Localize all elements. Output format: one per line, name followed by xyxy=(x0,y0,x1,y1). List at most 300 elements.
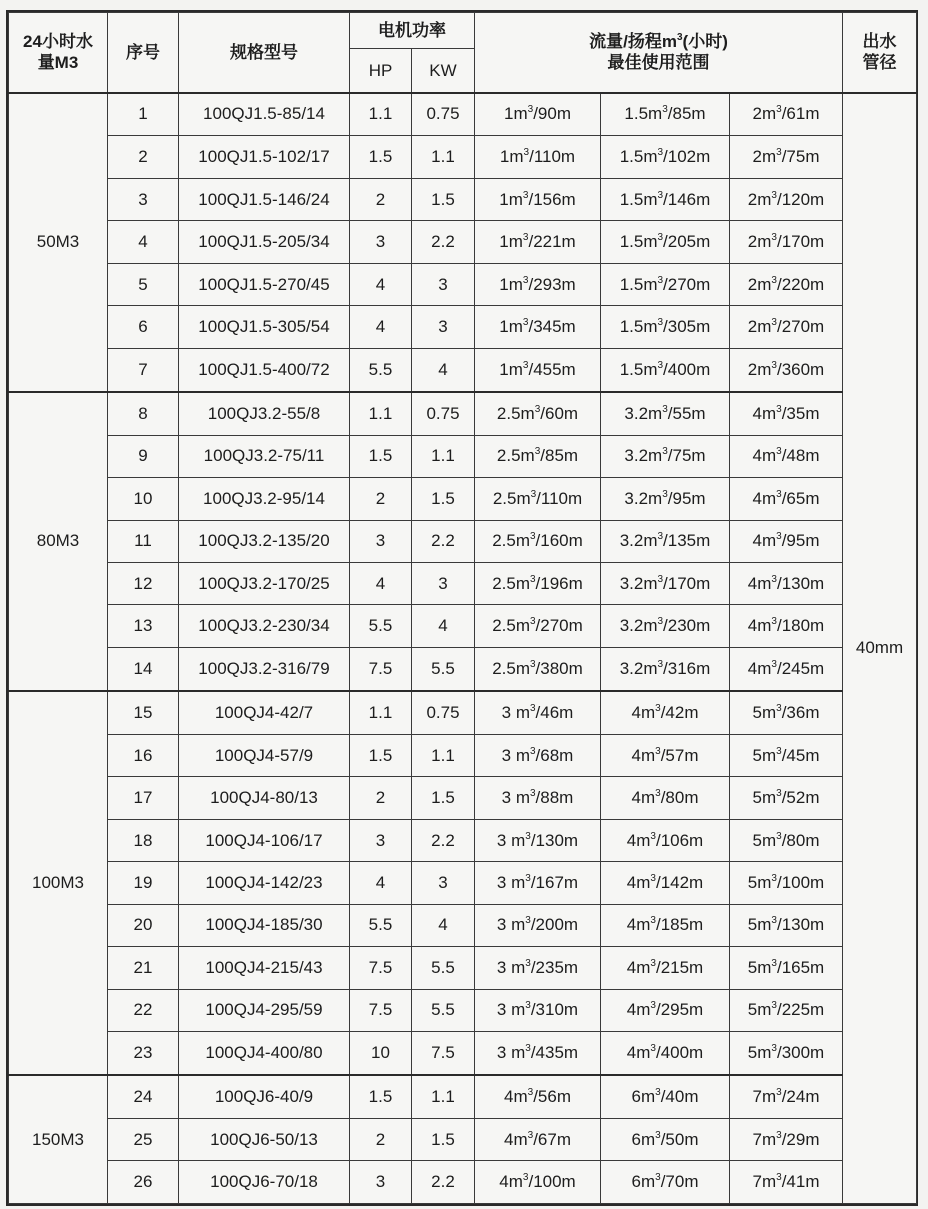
flow-head-cell xyxy=(601,777,730,819)
flow-value: 5m xyxy=(752,702,777,722)
seq-cell: 11 xyxy=(108,520,179,562)
kw-cell: 5.5 xyxy=(412,989,475,1031)
head-value: /293m xyxy=(528,274,576,294)
header-outlet: 出水管径 xyxy=(843,13,917,93)
model-cell: 100QJ3.2-55/8 xyxy=(179,392,350,435)
head-value: /165m xyxy=(776,957,825,977)
hp-cell: 7.5 xyxy=(350,647,412,690)
kw-cell: 2.2 xyxy=(412,221,475,263)
flow-value: 3.2m xyxy=(619,573,658,593)
flow-head-cell xyxy=(730,93,843,136)
flow-value: 4m xyxy=(631,702,656,722)
cubic-superscript: 3 xyxy=(655,702,661,714)
spec-sheet xyxy=(6,10,918,1206)
cubic-superscript: 3 xyxy=(771,658,777,670)
cubic-superscript: 3 xyxy=(662,104,668,116)
head-value: /205m xyxy=(663,232,711,252)
table-row xyxy=(9,435,917,477)
kw-cell: 1.5 xyxy=(412,478,475,520)
head-value: /40m xyxy=(660,1087,699,1106)
kw-cell: 0.75 xyxy=(412,392,475,435)
head-value: /270m xyxy=(776,317,825,336)
hp-cell: 5.5 xyxy=(350,348,412,391)
flow-head-cell xyxy=(730,178,843,220)
cubic-superscript: 3 xyxy=(525,1043,531,1055)
head-value: /135m xyxy=(663,531,711,551)
table-row xyxy=(9,1075,917,1118)
flow-head-cell xyxy=(730,136,843,178)
cubic-superscript: 3 xyxy=(662,446,668,458)
flow-head-cell xyxy=(601,392,730,435)
head-value: /225m xyxy=(776,1000,825,1020)
flow-head-cell xyxy=(730,1118,843,1160)
flow-head-cell xyxy=(475,1032,601,1075)
seq-cell: 4 xyxy=(108,221,179,263)
head-value: /102m xyxy=(663,147,711,167)
flow-value: 3 m xyxy=(496,1000,526,1020)
cubic-superscript: 3 xyxy=(771,915,777,927)
flow-head-cell xyxy=(475,392,601,435)
cubic-superscript: 3 xyxy=(527,104,534,116)
cubic-superscript: 3 xyxy=(771,1043,777,1055)
hp-cell: 2 xyxy=(350,178,412,220)
seq-cell: 12 xyxy=(108,563,179,605)
cubic-superscript: 3 xyxy=(776,104,782,116)
flow-head-cell xyxy=(475,947,601,989)
flow-head-cell xyxy=(475,136,601,178)
seq-cell: 25 xyxy=(108,1118,179,1160)
hp-cell: 2 xyxy=(350,478,412,520)
head-value: /46m xyxy=(535,702,574,722)
flow-head-cell xyxy=(601,93,730,136)
head-value: /170m xyxy=(663,573,711,593)
kw-cell: 2.2 xyxy=(412,520,475,562)
flow-value: 3.2m xyxy=(624,446,663,466)
cubic-superscript: 3 xyxy=(657,274,664,286)
head-value: /90m xyxy=(533,104,571,124)
cubic-superscript: 3 xyxy=(657,232,664,244)
model-cell: 100QJ1.5-305/54 xyxy=(179,306,350,348)
cubic-superscript: 3 xyxy=(529,531,536,543)
seq-cell: 19 xyxy=(108,862,179,904)
kw-cell: 0.75 xyxy=(412,691,475,734)
table-row xyxy=(9,1118,917,1160)
cubic-superscript: 3 xyxy=(650,872,656,884)
flow-head-cell xyxy=(475,1161,601,1204)
flow-head-cell xyxy=(475,989,601,1031)
header-hp: HP xyxy=(350,49,412,93)
header-model: 规格型号 xyxy=(179,13,350,93)
head-value: /435m xyxy=(530,1043,579,1063)
head-value: /215m xyxy=(655,957,704,977)
seq-cell: 6 xyxy=(108,306,179,348)
flow-head-cell xyxy=(730,520,843,562)
seq-cell: 9 xyxy=(108,435,179,477)
cubic-superscript: 3 xyxy=(525,957,531,969)
model-cell: 100QJ3.2-75/11 xyxy=(179,435,350,477)
table-body xyxy=(9,93,917,1204)
hp-cell: 4 xyxy=(350,862,412,904)
cubic-superscript: 3 xyxy=(529,745,536,757)
head-value: /170m xyxy=(776,232,825,252)
flow-value: 3 m xyxy=(501,702,530,722)
head-value: /360m xyxy=(776,359,825,379)
flow-value: 4m xyxy=(626,915,651,935)
head-value: /55m xyxy=(667,403,706,423)
header-kw: KW xyxy=(412,49,475,93)
flow-value: 3.2m xyxy=(624,488,663,508)
cubic-superscript: 3 xyxy=(662,403,668,415)
flow-head-cell xyxy=(475,435,601,477)
table-row xyxy=(9,947,917,989)
flow-value: 2.5m xyxy=(496,403,535,423)
cubic-superscript: 3 xyxy=(657,147,664,159)
flow-value: 4m xyxy=(504,1129,528,1149)
head-value: /270m xyxy=(535,616,583,636)
hp-cell: 1.5 xyxy=(350,1075,412,1118)
flow-value: 2m xyxy=(747,232,772,252)
flow-head-cell xyxy=(475,263,601,305)
cubic-superscript: 3 xyxy=(657,658,664,670)
flow-head-cell xyxy=(601,1161,730,1204)
flow-value: 6m xyxy=(631,1172,656,1192)
hp-cell: 7.5 xyxy=(350,989,412,1031)
flow-value: 4m xyxy=(626,1000,651,1020)
head-value: /24m xyxy=(781,1087,820,1106)
table-row xyxy=(9,93,917,136)
model-cell: 100QJ4-400/80 xyxy=(179,1032,350,1075)
flow-head-cell xyxy=(475,563,601,605)
seq-cell: 2 xyxy=(108,136,179,178)
flow-head-cell xyxy=(730,392,843,435)
head-value: /120m xyxy=(776,189,825,209)
flow-value: 2.5m xyxy=(492,573,530,593)
head-value: /80m xyxy=(781,830,820,850)
kw-cell: 1.5 xyxy=(412,178,475,220)
head-value: /95m xyxy=(667,488,706,508)
seq-cell: 24 xyxy=(108,1075,179,1118)
flow-value: 5m xyxy=(747,915,772,935)
head-value: /68m xyxy=(535,745,574,765)
seq-cell: 18 xyxy=(108,819,179,861)
kw-cell: 1.1 xyxy=(412,1075,475,1118)
flow-value: 4m xyxy=(499,1172,523,1192)
cubic-superscript: 3 xyxy=(534,403,541,415)
table-row xyxy=(9,348,917,391)
flow-head-cell xyxy=(730,563,843,605)
hp-cell: 2 xyxy=(350,1118,412,1160)
table-row xyxy=(9,520,917,562)
cubic-superscript: 3 xyxy=(522,274,529,286)
flow-value: 2m xyxy=(747,359,772,379)
flow-value: 2m xyxy=(747,274,772,294)
flow-head-cell xyxy=(601,221,730,263)
flow-value: 4m xyxy=(747,573,772,593)
flow-head-cell xyxy=(730,306,843,348)
head-value: /65m xyxy=(781,488,820,508)
flow-head-cell xyxy=(601,904,730,946)
head-value: /221m xyxy=(528,232,576,252)
head-value: /220m xyxy=(776,274,825,294)
flow-head-cell xyxy=(475,647,601,690)
hp-cell: 1.5 xyxy=(350,734,412,776)
cubic-superscript: 3 xyxy=(657,359,664,371)
flow-value: 1m xyxy=(499,359,523,379)
cubic-superscript: 3 xyxy=(655,745,661,757)
flow-head-cell xyxy=(730,263,843,305)
table-row xyxy=(9,221,917,263)
cubic-superscript: 3 xyxy=(771,573,777,585)
head-value: /130m xyxy=(530,830,579,850)
table-row xyxy=(9,691,917,734)
flow-head-cell xyxy=(475,306,601,348)
kw-cell: 4 xyxy=(412,605,475,647)
flow-head-cell xyxy=(730,435,843,477)
flow-value: 5m xyxy=(747,872,772,892)
seq-cell: 17 xyxy=(108,777,179,819)
head-value: /400m xyxy=(663,359,711,379)
head-value: /200m xyxy=(530,915,579,935)
flow-head-cell xyxy=(601,862,730,904)
flow-value: 1.5m xyxy=(619,359,658,379)
flow-value: 2m xyxy=(747,317,772,336)
kw-cell: 5.5 xyxy=(412,647,475,690)
cubic-superscript: 3 xyxy=(523,147,530,159)
cubic-superscript: 3 xyxy=(776,745,782,757)
cubic-superscript: 3 xyxy=(771,359,777,371)
head-value: /61m xyxy=(781,104,820,124)
hp-cell: 1.1 xyxy=(350,392,412,435)
flow-value: 1.5m xyxy=(619,317,658,336)
flow-value: 2m xyxy=(752,104,777,124)
cubic-superscript: 3 xyxy=(657,573,664,585)
cubic-superscript: 3 xyxy=(776,531,782,543)
flow-head-cell xyxy=(601,263,730,305)
kw-cell: 7.5 xyxy=(412,1032,475,1075)
flow-value: 3 m xyxy=(496,872,526,892)
hp-cell: 4 xyxy=(350,563,412,605)
head-value: /85m xyxy=(540,446,579,466)
seq-cell: 13 xyxy=(108,605,179,647)
model-cell: 100QJ1.5-85/14 xyxy=(179,93,350,136)
model-cell: 100QJ6-50/13 xyxy=(179,1118,350,1160)
cubic-superscript: 3 xyxy=(776,446,782,458)
flow-head-cell xyxy=(475,478,601,520)
flow-head-cell xyxy=(475,348,601,391)
hp-cell: 3 xyxy=(350,520,412,562)
head-value: /130m xyxy=(776,573,825,593)
head-value: /67m xyxy=(533,1129,571,1149)
seq-cell: 8 xyxy=(108,392,179,435)
head-value: /75m xyxy=(667,446,706,466)
seq-cell: 15 xyxy=(108,691,179,734)
flow-value: 1.5m xyxy=(624,104,663,124)
header-seq: 序号 xyxy=(108,13,179,93)
cubic-superscript: 3 xyxy=(655,1172,661,1184)
flow-value: 1.5m xyxy=(619,147,658,167)
head-value: /400m xyxy=(655,1043,704,1063)
hp-cell: 3 xyxy=(350,221,412,263)
hp-cell: 5.5 xyxy=(350,904,412,946)
seq-cell: 5 xyxy=(108,263,179,305)
cubic-superscript: 3 xyxy=(650,1043,656,1055)
model-cell: 100QJ3.2-230/34 xyxy=(179,605,350,647)
flow-value: 4m xyxy=(747,658,772,678)
kw-cell: 3 xyxy=(412,263,475,305)
cubic-superscript: 3 xyxy=(650,830,656,842)
kw-cell: 1.1 xyxy=(412,435,475,477)
head-value: /57m xyxy=(660,745,699,765)
cubic-superscript: 3 xyxy=(776,702,782,714)
head-value: /295m xyxy=(655,1000,704,1020)
kw-cell: 2.2 xyxy=(412,819,475,861)
flow-value: 3.2m xyxy=(619,616,658,636)
flow-head-cell xyxy=(601,947,730,989)
cubic-superscript: 3 xyxy=(662,488,668,500)
cubic-superscript: 3 xyxy=(771,317,777,328)
flow-head-cell xyxy=(601,819,730,861)
model-cell: 100QJ4-142/23 xyxy=(179,862,350,904)
flow-head-cell xyxy=(730,989,843,1031)
head-value: /35m xyxy=(781,403,820,423)
model-cell: 100QJ3.2-95/14 xyxy=(179,478,350,520)
flow-value: 4m xyxy=(626,830,651,850)
flow-value: 2.5m xyxy=(492,616,530,636)
cubic-superscript: 3 xyxy=(655,1129,661,1141)
flow-head-cell xyxy=(730,734,843,776)
flow-head-cell xyxy=(475,1075,601,1118)
model-cell: 100QJ1.5-270/45 xyxy=(179,263,350,305)
cubic-superscript: 3 xyxy=(776,1087,782,1098)
flow-head-cell xyxy=(475,777,601,819)
flow-value: 1m xyxy=(504,104,528,124)
flow-value: 2.5m xyxy=(492,488,531,508)
head-value: /455m xyxy=(528,359,576,379)
kw-cell: 1.5 xyxy=(412,1118,475,1160)
flow-head-cell xyxy=(601,136,730,178)
flow-value: 2.5m xyxy=(492,658,530,678)
flow-head-cell xyxy=(601,1075,730,1118)
flow-value: 4m xyxy=(631,788,656,808)
flow-head-cell xyxy=(475,605,601,647)
flow-head-cell xyxy=(730,1075,843,1118)
flow-value: 4m xyxy=(752,488,777,508)
flow-head-cell xyxy=(730,862,843,904)
flow-value: 6m xyxy=(631,1087,656,1106)
flow-value: 4m xyxy=(752,531,777,551)
flow-head-cell xyxy=(475,691,601,734)
kw-cell: 1.1 xyxy=(412,734,475,776)
cubic-superscript: 3 xyxy=(650,1000,656,1012)
cubic-superscript: 3 xyxy=(525,1000,531,1012)
cubic-superscript: 3 xyxy=(534,446,541,458)
seq-cell: 22 xyxy=(108,989,179,1031)
head-value: /88m xyxy=(535,788,574,808)
head-value: /106m xyxy=(655,830,704,850)
seq-cell: 20 xyxy=(108,904,179,946)
flow-value: 5m xyxy=(747,1043,772,1063)
head-value: /95m xyxy=(781,531,820,551)
flow-head-cell xyxy=(475,1118,601,1160)
cubic-superscript: 3 xyxy=(522,359,529,371)
head-value: /380m xyxy=(535,658,583,678)
head-value: /110m xyxy=(536,488,583,508)
cubic-superscript: 3 xyxy=(655,788,661,800)
head-value: /80m xyxy=(660,788,699,808)
flow-value: 5m xyxy=(752,830,777,850)
flow-value: 1m xyxy=(499,189,523,209)
head-value: /50m xyxy=(660,1129,699,1149)
head-value: /48m xyxy=(781,446,820,466)
hp-cell: 7.5 xyxy=(350,947,412,989)
flow-value: 1.5m xyxy=(619,189,658,209)
volume-cell: 80M3 xyxy=(9,392,108,691)
cubic-superscript: 3 xyxy=(771,616,777,628)
cubic-superscript: 3 xyxy=(522,1172,529,1184)
flow-head-cell xyxy=(475,904,601,946)
kw-cell: 1.5 xyxy=(412,777,475,819)
flow-head-cell xyxy=(475,93,601,136)
flow-head-cell xyxy=(730,647,843,690)
cubic-superscript: 3 xyxy=(529,788,536,800)
cubic-superscript: 3 xyxy=(522,189,529,201)
hp-cell: 4 xyxy=(350,263,412,305)
cubic-superscript: 3 xyxy=(529,573,536,585)
flow-head-cell xyxy=(601,478,730,520)
flow-value: 3.2m xyxy=(619,531,658,551)
flow-head-cell xyxy=(601,691,730,734)
flow-head-cell xyxy=(730,221,843,263)
kw-cell: 3 xyxy=(412,563,475,605)
volume-cell: 150M3 xyxy=(9,1075,108,1203)
head-value: /196m xyxy=(535,573,583,593)
head-value: /36m xyxy=(781,702,820,722)
flow-value: 1.5m xyxy=(619,232,658,252)
model-cell: 100QJ1.5-400/72 xyxy=(179,348,350,391)
hp-cell: 1.5 xyxy=(350,136,412,178)
kw-cell: 4 xyxy=(412,348,475,391)
hp-cell: 3 xyxy=(350,1161,412,1204)
flow-value: 1m xyxy=(499,274,523,294)
head-value: /142m xyxy=(655,872,704,892)
kw-cell: 0.75 xyxy=(412,93,475,136)
head-value: /160m xyxy=(535,531,583,551)
cubic-superscript: 3 xyxy=(776,788,782,800)
table-row xyxy=(9,777,917,819)
kw-cell: 5.5 xyxy=(412,947,475,989)
flow-head-cell xyxy=(601,178,730,220)
model-cell: 100QJ4-80/13 xyxy=(179,777,350,819)
pump-spec-table xyxy=(8,12,917,1204)
cubic-superscript: 3 xyxy=(525,915,531,927)
head-value: /42m xyxy=(660,702,699,722)
seq-cell: 14 xyxy=(108,647,179,690)
model-cell: 100QJ4-57/9 xyxy=(179,734,350,776)
table-row xyxy=(9,136,917,178)
kw-cell: 3 xyxy=(412,306,475,348)
model-cell: 100QJ4-215/43 xyxy=(179,947,350,989)
head-value: /52m xyxy=(781,788,820,808)
outlet-cell: 40mm xyxy=(843,93,917,1204)
table-row xyxy=(9,647,917,690)
flow-value: 4m xyxy=(752,403,777,423)
head-value: /345m xyxy=(528,317,576,336)
cubic-superscript: 3 xyxy=(650,915,656,927)
flow-value: 3 m xyxy=(496,830,526,850)
head-value: /230m xyxy=(663,616,711,636)
table-row xyxy=(9,478,917,520)
seq-cell: 23 xyxy=(108,1032,179,1075)
